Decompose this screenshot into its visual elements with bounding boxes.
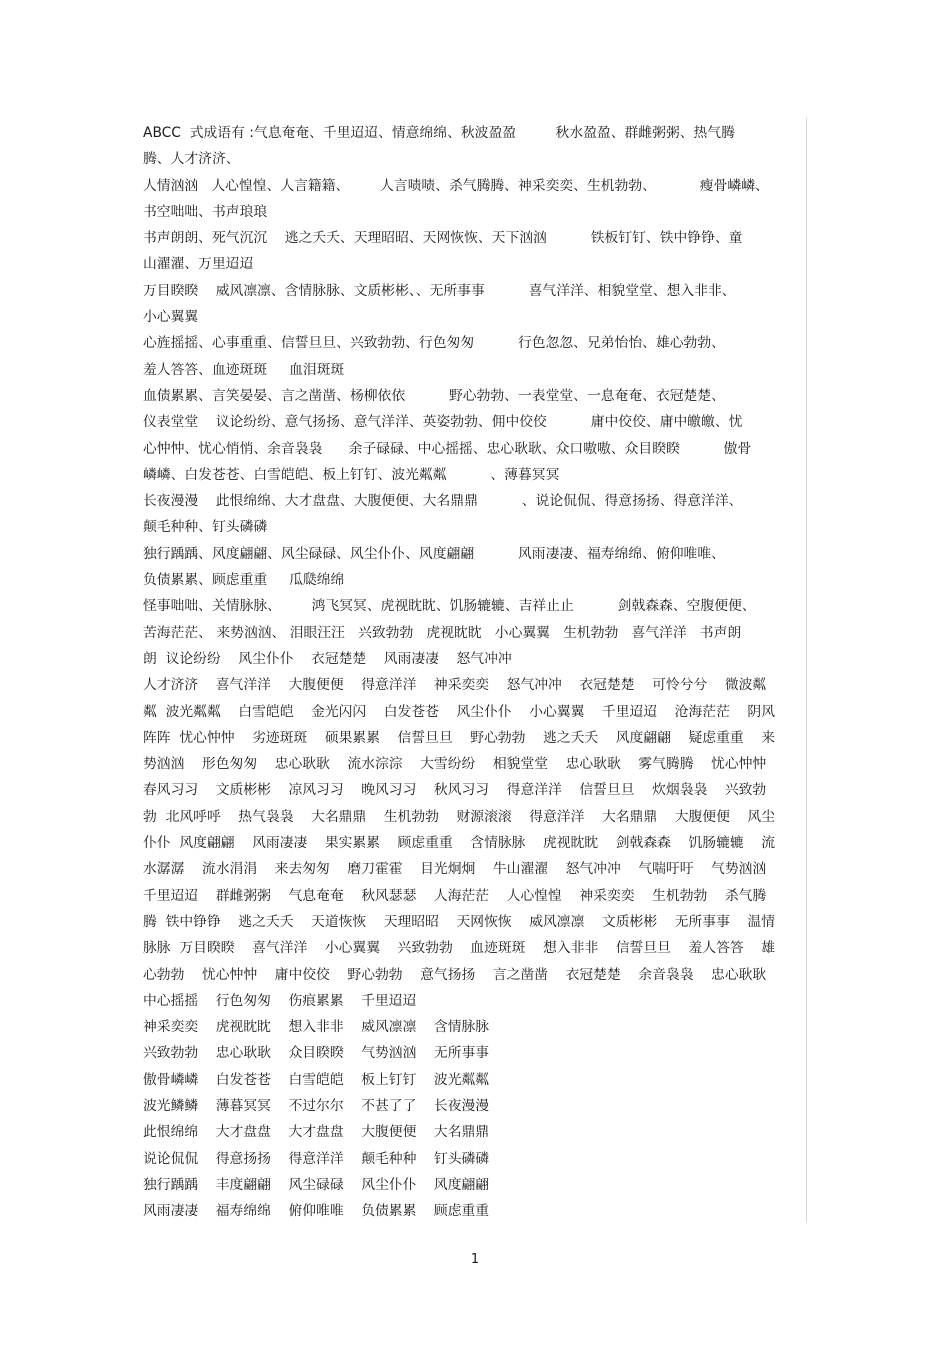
text-line: 神采奕奕 虎视眈眈 想入非非 威风凛凛 含情脉脉 bbox=[143, 1019, 490, 1036]
text-line: 势汹汹 形色匆匆 忠心耿耿 流水淙淙 大雪纷纷 相貌堂堂 忠心耿耿 雾气腾腾 忧心忡忡 bbox=[143, 756, 767, 773]
page-number: 1 bbox=[470, 1252, 480, 1267]
text-line: 脉脉 万目睽睽 喜气洋洋 小心翼翼 兴致勃勃 血迹斑斑 想入非非 信誓旦旦 羞人答答 雄 bbox=[143, 940, 776, 957]
text-line: 独行踽踽 丰度翩翩 风尘碌碌 风尘仆仆 风度翩翩 bbox=[143, 1176, 490, 1193]
text-line: 山濯濯、万里迢迢 bbox=[143, 256, 254, 273]
text-line: 心勃勃 忧心忡忡 庸中佼佼 野心勃勃 意气扬扬 言之凿凿 衣冠楚楚 余音袅袅 忠心耿耿 bbox=[143, 966, 767, 983]
margin-rule bbox=[806, 118, 807, 1222]
text-line: 心忡忡、忧心悄悄、余音袅袅 余子碌碌、中心摇摇、忠心耿耿、众口嗷嗷、众目睽睽 傲骨 bbox=[143, 440, 752, 457]
text-line: 朗 议论纷纷 风尘仆仆 衣冠楚楚 风雨凄凄 怒气冲冲 bbox=[143, 650, 512, 667]
text-line: 春风习习 文质彬彬 凉风习习 晚风习习 秋风习习 得意洋洋 信誓旦旦 炊烟袅袅 兴致勃 bbox=[143, 782, 767, 799]
text-line: ABCC 式成语有 :气息奄奄、千里迢迢、情意绵绵、秋波盈盈 秋水盈盈、群雌粥粥、热气腾 bbox=[143, 125, 735, 141]
text-line: 兴致勃勃 忠心耿耿 众目睽睽 气势汹汹 无所事事 bbox=[143, 1045, 490, 1062]
text-line: 傲骨嶙嶙 白发苍苍 白雪皑皑 板上钉钉 波光粼粼 bbox=[143, 1071, 490, 1088]
text-line: 苦海茫茫、 来势汹汹、 泪眼汪汪 兴致勃勃 虎视眈眈 小心翼翼 生机勃勃 喜气洋洋 书声朗 bbox=[143, 624, 742, 641]
text-line: 阵阵 忧心忡忡 劣迹斑斑 硕果累累 信誓旦旦 野心勃勃 逃之夭夭 风度翩翩 疑虑重重 来 bbox=[143, 729, 776, 746]
text-line: 颠毛种种、钉头磷磷 bbox=[143, 519, 268, 536]
text-line: 血债累累、言笑晏晏、言之凿凿、杨柳依依 野心勃勃、一表堂堂、一息奄奄、衣冠楚楚、 bbox=[143, 387, 725, 404]
text-line: 风雨凄凄 福寿绵绵 俯仰唯唯 负债累累 顾虑重重 bbox=[143, 1203, 490, 1220]
text-line: 勃 北风呼呼 热气袅袅 大名鼎鼎 生机勃勃 财源滚滚 得意洋洋 大名鼎鼎 大腹便便 风尘 bbox=[143, 808, 776, 825]
text-line: 小心翼翼 bbox=[143, 309, 199, 326]
text-line: 仪表堂堂 议论纷纷、意气扬扬、意气洋洋、英姿勃勃、佣中佼佼 庸中佼佼、庸中皦皦、忧 bbox=[143, 414, 743, 431]
text-line: 波光鳞鳞 薄暮冥冥 不过尔尔 不甚了了 长夜漫漫 bbox=[143, 1097, 490, 1114]
text-line: 怪事咄咄、关情脉脉、 鸿飞冥冥、虎视眈眈、饥肠辘辘、吉祥止止 剑戟森森、空腹便便、 bbox=[143, 598, 756, 615]
text-line: 水潺潺 流水涓涓 来去匆匆 磨刀霍霍 目光炯炯 牛山濯濯 怒气冲冲 气喘吁吁 气势汹汹 bbox=[143, 861, 767, 878]
text-line: 羞人答答、血迹斑斑 血泪斑斑 bbox=[143, 361, 345, 378]
text-line: 心旌摇摇、心事重重、信誓旦旦、兴致勃勃、行色匆匆 行色忽忽、兄弟怡怡、雄心勃勃、 bbox=[143, 335, 725, 352]
document-body bbox=[143, 120, 805, 1224]
text-line: 人情汹汹 人心惶惶、人言籍籍、 人言啧啧、杀气腾腾、神采奕奕、生机勃勃、 瘦骨嶙嶙、 bbox=[143, 177, 769, 194]
text-line: 嶙嶙、白发苍苍、白雪皑皑、板上钉钉、波光粼粼 、薄暮冥冥 bbox=[143, 466, 560, 483]
text-line: 此恨绵绵 大才盘盘 大才盘盘 大腹便便 大名鼎鼎 bbox=[143, 1124, 490, 1141]
text-line: 腾、人才济济、 bbox=[143, 151, 240, 168]
text-line: 负债累累、顾虑重重 瓜瓞绵绵 bbox=[143, 572, 345, 589]
text-line: 长夜漫漫 此恨绵绵、大才盘盘、大腹便便、大名鼎鼎 、说论侃侃、得意扬扬、得意洋洋、 bbox=[143, 493, 743, 510]
text-line: 独行踽踽、风度翩翩、风尘碌碌、风尘仆仆、风度翩翩 风雨凄凄、福寿绵绵、俯仰唯唯、 bbox=[143, 545, 725, 562]
text-line: 人才济济 喜气洋洋 大腹便便 得意洋洋 神采奕奕 怒气冲冲 衣冠楚楚 可怜兮兮 微波粼 bbox=[143, 677, 767, 694]
text-line: 粼 波光粼粼 白雪皑皑 金光闪闪 白发苍苍 风尘仆仆 小心翼翼 千里迢迢 沧海茫茫 阴风 bbox=[143, 703, 776, 720]
text-line: 书空咄咄、书声琅琅 bbox=[143, 203, 268, 220]
text-line: 千里迢迢 群雌粥粥 气息奄奄 秋风瑟瑟 人海茫茫 人心惶惶 神采奕奕 生机勃勃 杀气腾 bbox=[143, 887, 767, 904]
text-line: 万目睽睽 威风凛凛、含情脉脉、文质彬彬、、无所事事 喜气洋洋、相貌堂堂、想入非非、 bbox=[143, 282, 736, 299]
text-line: 仆仆 风度翩翩 风雨凄凄 果实累累 顾虑重重 含情脉脉 虎视眈眈 剑戟森森 饥肠辘辘 流 bbox=[143, 835, 776, 852]
text-line: 腾 铁中铮铮 逃之夭夭 天道恢恢 天理昭昭 天网恢恢 威风凛凛 文质彬彬 无所事事 温情 bbox=[143, 913, 776, 930]
text-line: 书声朗朗、死气沉沉 逃之夭夭、天理昭昭、天网恢恢、天下汹汹 铁板钉钉、铁中铮铮、童 bbox=[143, 230, 743, 247]
text-line: 说论侃侃 得意扬扬 得意洋洋 颠毛种种 钉头磷磷 bbox=[143, 1150, 490, 1167]
text-line: 中心摇摇 行色匆匆 伤痕累累 千里迢迢 bbox=[143, 992, 417, 1009]
